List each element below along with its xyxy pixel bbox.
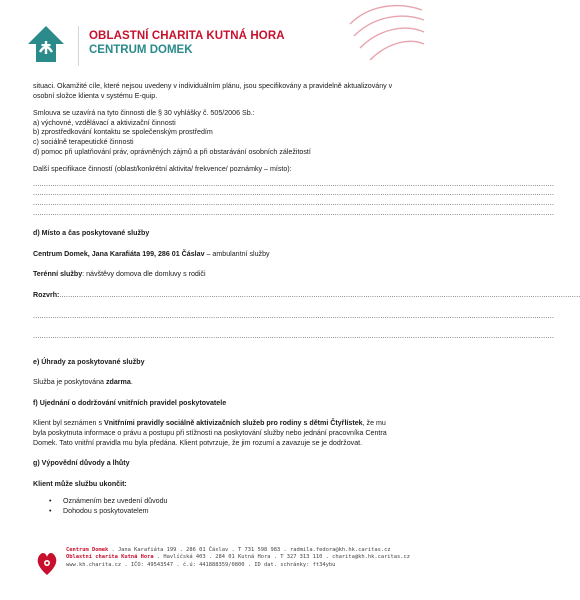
rules-post: , že mu byla poskytnuta informace o právu a postupu při stížnosti na poskytování služby nebo jednání pracovníka Centra Domek. Tato vnitřní pravidla mu byla předána. Klient potvrzuje, že jim rozumí a zavazuje se je dodržovat. xyxy=(33,419,387,447)
footer-contact xyxy=(66,547,410,569)
charita-logo-icon xyxy=(26,24,66,64)
list-item-text: Dohodou s poskytovatelem xyxy=(63,507,149,516)
footer-org: Oblastní charita Kutná Hora xyxy=(66,554,154,561)
paragraph-goals: situaci. Okamžité cíle, které nejsou uvedeny v individuálním plánu, jsou specifikovány a pravidelně aktualizovány v osobní složce klienta v systému E-quip. xyxy=(33,82,393,100)
field-service-text: : návštěvy domova dle domluvy s rodiči xyxy=(82,270,206,279)
heart-cross-icon xyxy=(36,550,58,576)
list-item-text: Oznámením bez uvedení důvodu xyxy=(63,497,168,506)
fill-in-line: ................................................................................................................................................................................................................................................ xyxy=(33,311,555,320)
list-item: • Dohodou s poskytovatelem xyxy=(49,507,149,516)
payment-line xyxy=(33,378,395,388)
footer-line xyxy=(66,554,410,561)
footer-org: Centrum Domek xyxy=(66,547,109,553)
fill-in-line: ................................................................................................................................................................................................................................................ xyxy=(33,179,555,188)
fill-in-line: ................................................................................................................................................................................................................................................ xyxy=(59,290,580,299)
section-heading-place: d) Místo a čas poskytované služby xyxy=(33,229,150,238)
footer-details: . Jana Karafiáta 199 . 286 01 Čáslav . T 731 598 983 . radmila.fedora@kh.hk.caritas.cz xyxy=(108,547,391,553)
decorative-swirl-icon xyxy=(340,2,424,72)
footer-details: . Havlíčská 403 . 284 01 Kutná Hora . T 327 313 110 . charita@kh.hk.caritas.cz xyxy=(153,554,411,561)
termination-heading: Klient může službu ukončit: xyxy=(33,479,127,488)
field-service-label: Terénní služby xyxy=(33,270,83,279)
activity-item: b) zprostředkování kontaktu se společenským prostředím xyxy=(33,128,213,137)
activity-item: c) sociálně terapeutické činnosti xyxy=(33,137,134,146)
section-heading-rules: f) Ujednání o dodržování vnitřních pravidel poskytovatele xyxy=(33,398,227,407)
activity-item: a) výchovné, vzdělávací a aktivizační činnosti xyxy=(33,118,176,127)
organization-subtitle: CENTRUM DOMEK xyxy=(89,44,193,56)
field-service-line xyxy=(33,270,395,280)
footer-line: www.kh.charita.cz . IČO: 49543547 . č.ú: 441888359/0800 . ID dat. schránky: ft34ybu xyxy=(66,561,336,568)
document-body xyxy=(33,82,580,517)
fill-in-line: ................................................................................................................................................................................................................................................ xyxy=(33,208,555,217)
fill-in-line: ................................................................................................................................................................................................................................................ xyxy=(33,332,555,341)
paragraph-activities-intro: Smlouva se uzavírá na tyto činnosti dle § 30 vyhlášky č. 505/2006 Sb.: xyxy=(33,109,255,118)
activity-item: d) pomoc při uplatňování práv, oprávněných zájmů a při obstarávání osobních záležitostí xyxy=(33,147,311,156)
payment-text: Služba je poskytována xyxy=(33,378,106,387)
list-item: • Oznámením bez uvedení důvodu xyxy=(49,497,168,506)
header-divider xyxy=(78,26,79,66)
section-heading-termination: g) Výpovědní důvody a lhůty xyxy=(33,459,130,468)
rules-pre: Klient byl seznámen s xyxy=(33,419,104,428)
payment-free: zdarma xyxy=(105,378,131,387)
section-heading-payment: e) Úhrady za poskytované služby xyxy=(33,357,145,366)
place-line xyxy=(33,250,395,260)
organization-title: OBLASTNÍ CHARITA KUTNÁ HORA xyxy=(89,30,285,42)
termination-list xyxy=(33,497,395,516)
place-address: Centrum Domek, Jana Karafiáta 199, 286 01 Čáslav xyxy=(33,249,205,258)
paragraph-rules xyxy=(33,419,395,448)
payment-end: . xyxy=(130,378,133,387)
place-type: – ambulantní služby xyxy=(204,249,270,258)
paragraph-specification: Další specifikace činností (oblast/konkrétní aktivita/ frekvence/ poznámky – místo): xyxy=(33,165,292,174)
schedule-label: Rozvrh: xyxy=(33,290,60,299)
schedule-row xyxy=(33,290,580,301)
fill-in-line: ................................................................................................................................................................................................................................................ xyxy=(33,198,555,207)
fill-in-line: ................................................................................................................................................................................................................................................ xyxy=(33,189,555,198)
rules-name: Vnitřními pravidly sociálně aktivizačních služeb pro rodiny s dětmi Čtyřlístek xyxy=(103,419,363,428)
